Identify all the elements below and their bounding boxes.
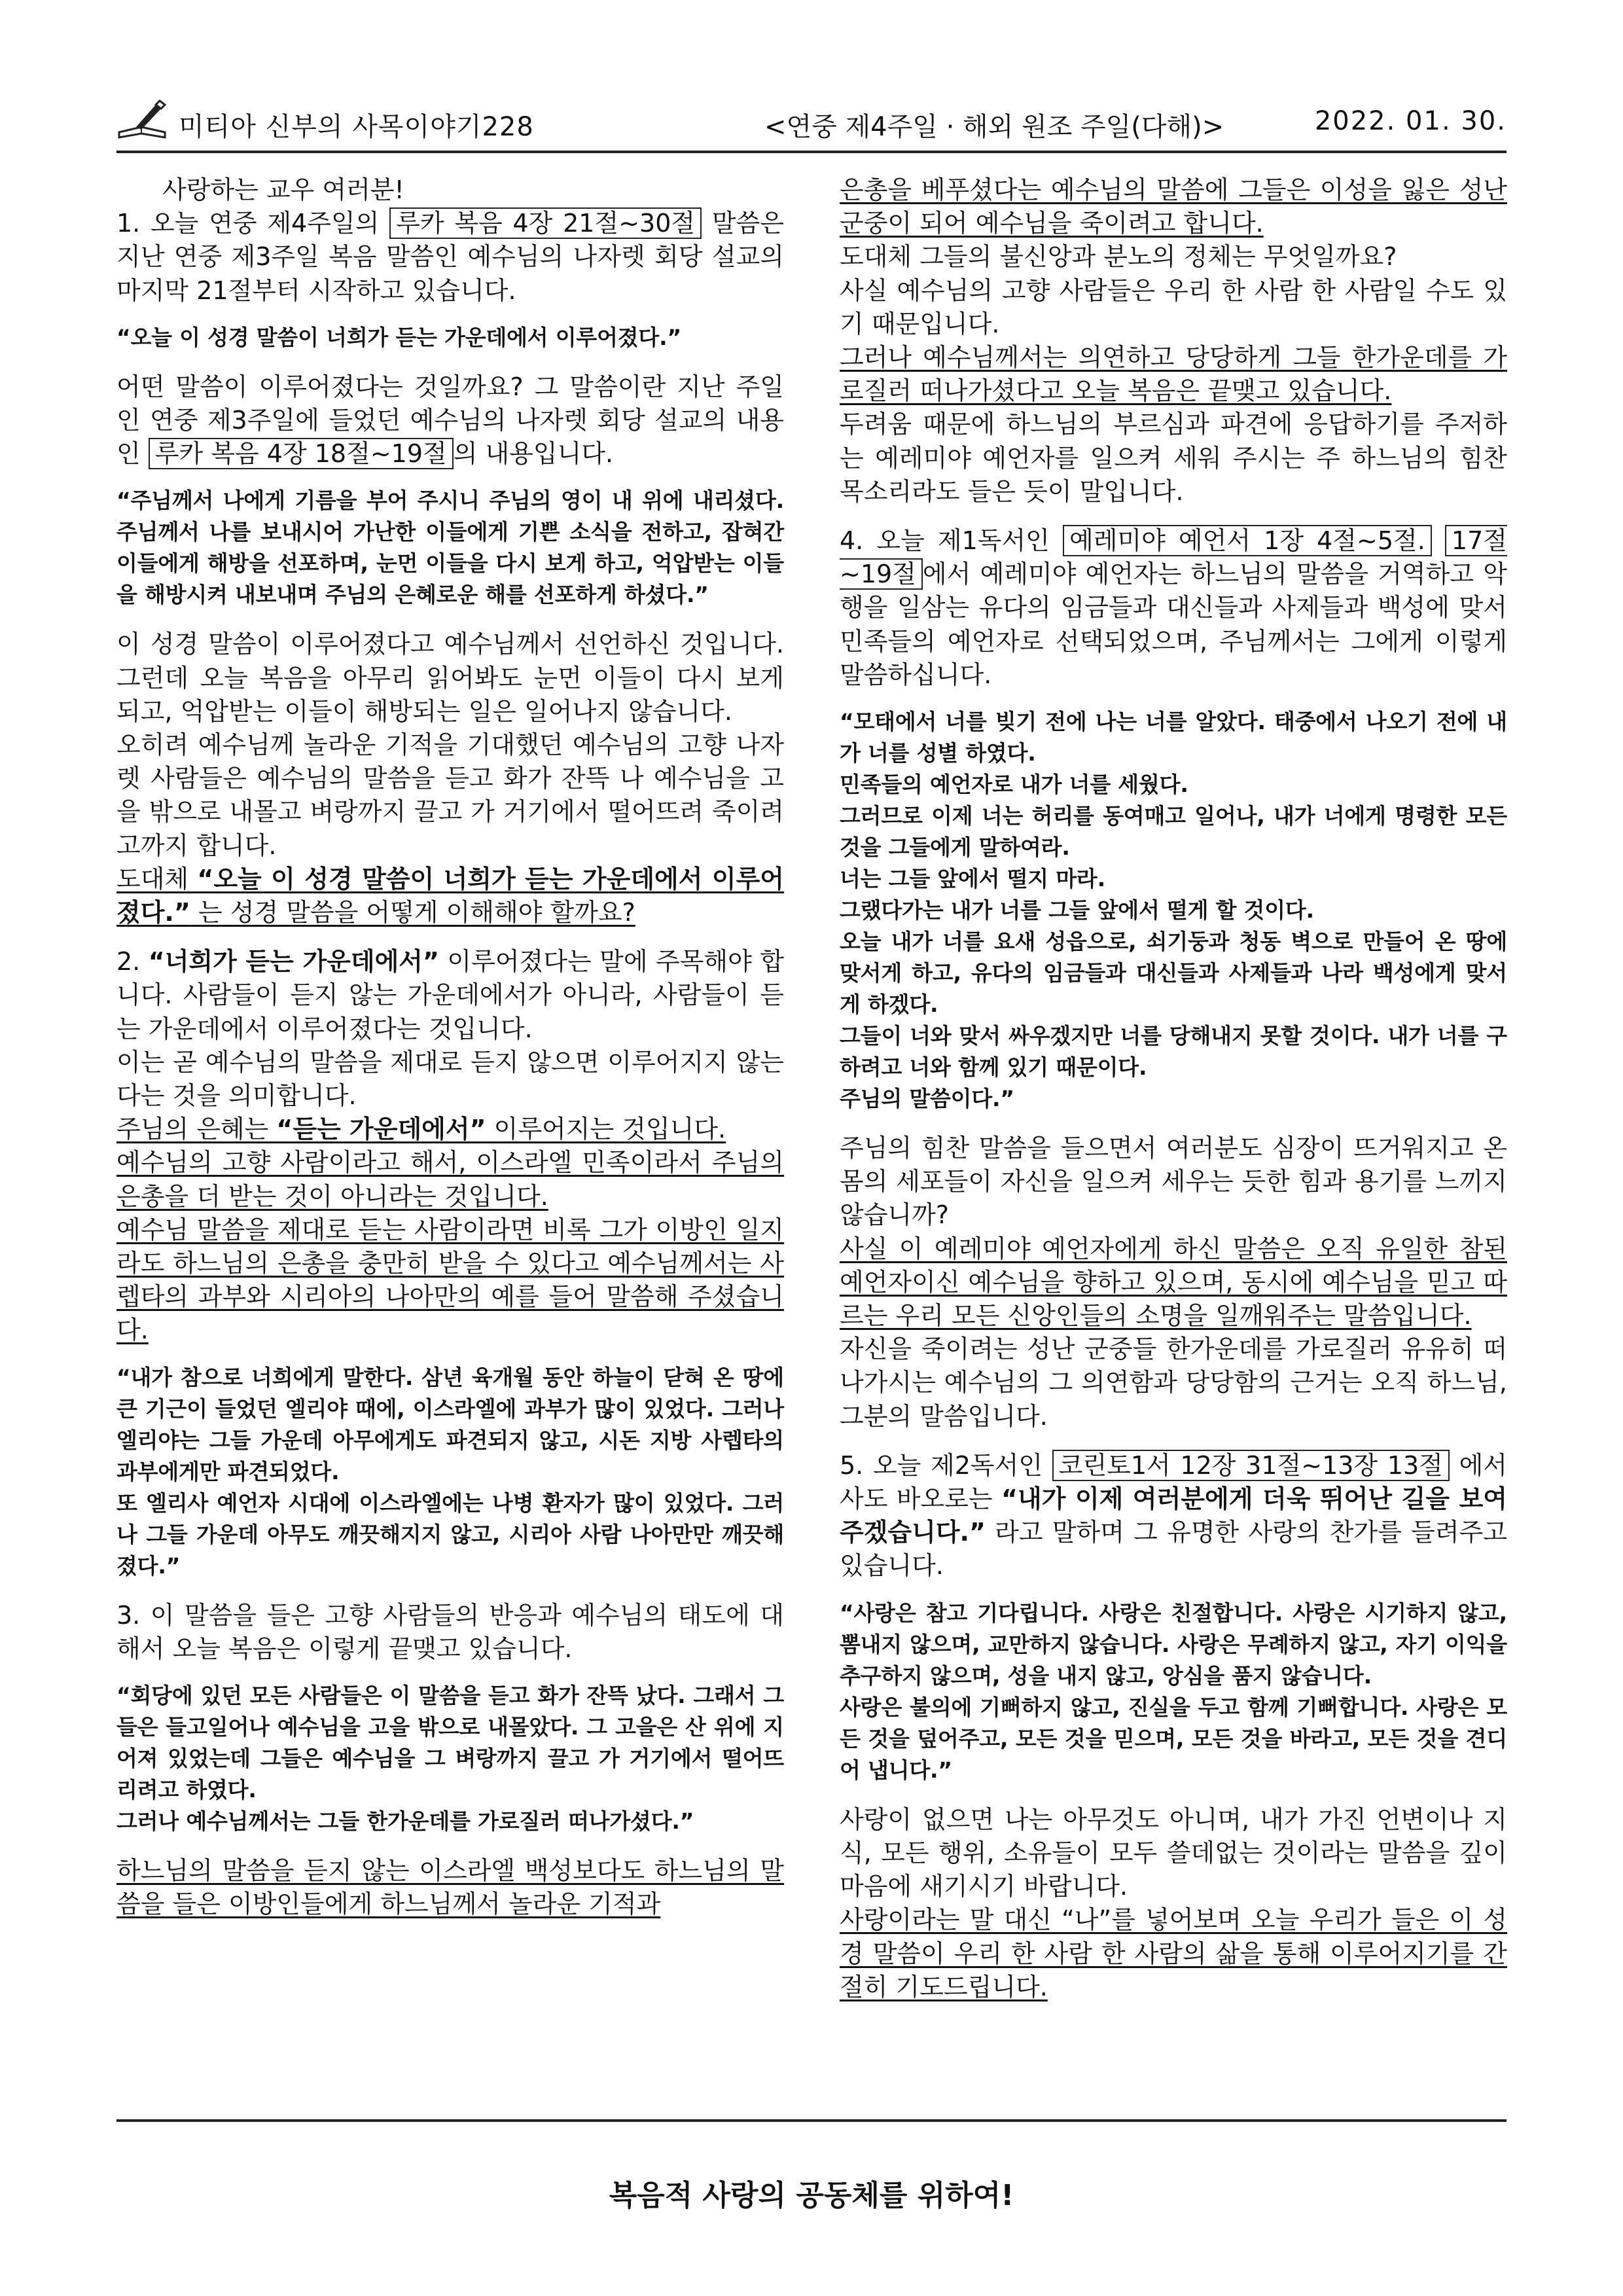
quote-line: “모태에서 너를 빚기 전에 나는 너를 알았다. 태중에서 나오기 전에 내가 너를 성별 하였다. [840, 709, 1507, 766]
text: 의 내용입니다. [453, 439, 614, 469]
text: 4. 오늘 제1독서인 [840, 526, 1063, 556]
scripture-reference: 루카 복음 4장 18절~19절 [149, 438, 454, 469]
text: 이루어지는 것입니다. [486, 1115, 726, 1144]
scripture-quote [116, 1680, 784, 1837]
paragraph: 하느님의 말씀을 듣지 않는 이스라엘 백성보다도 하느님의 말씀을 들은 이방인들에게 하느님께서 놀라운 기적과 [116, 1856, 784, 1919]
quote-line: “내가 참으로 너희에게 말한다. 삼년 육개월 동안 하늘이 닫혀 온 땅에 큰 기근이 들었던 엘리야 때에, 이스라엘에 과부가 많이 있었다. 그러나 엘리야는 그들 가운데 아무에게도 파견되지 않고, 시돈 지방 사렙타의 과부에게만 파견되었다. [116, 1364, 784, 1484]
paragraph: 예수님의 고향 사람이라고 해서, 이스라엘 민족이라서 주님의 은총을 더 받는 것이 아니라는 것입니다. [116, 1148, 784, 1211]
quote-text: “오늘 이 성경 말씀이 너희가 듣는 가운데에서 이루어졌다.” [116, 864, 784, 927]
greeting: 사랑하는 교우 여러분! [162, 175, 404, 204]
quote-line: 그랬다가는 내가 너를 그들 앞에서 떨게 할 것이다. [840, 897, 1314, 924]
page-header [116, 98, 1507, 153]
paragraph: 은총을 베푸셨다는 예수님의 말씀에 그들은 이성을 잃은 성난 군중이 되어 예수님을 죽이려고 합니다. [840, 175, 1507, 238]
liturgical-day: <연중 제4주일 · 해외 원조 주일(다해)> [764, 112, 1224, 142]
paragraph [116, 207, 784, 308]
paragraph [116, 370, 784, 471]
text: 주님의 은혜는 [116, 1115, 277, 1144]
paragraph: 도대체 그들의 불신앙과 분노의 정체는 무엇일까요? [840, 242, 1397, 272]
footer-motto: 복음적 사랑의 공동체를 위하여! [609, 2179, 1014, 2212]
scripture-quote: “주님께서 나에게 기름을 부어 주시니 주님의 영이 내 위에 내리셨다. 주님께서 나를 보내시어 가난한 이들에게 기쁜 소식을 전하고, 잡혀간 이들에게 해방을 선포하며, 눈먼 이들을 다시 보게 하고, 억압받는 이들을 해방시켜 내보내며 주님의 은혜로운 해를 선포하게 하셨다.” [116, 488, 784, 608]
quote-text: “내가 이제 여러분에게 더욱 뛰어난 길을 보여 주겠습니다.” [840, 1484, 1507, 1547]
scripture-reference: 루카 복음 4장 21절~30절 [389, 207, 702, 239]
text: 1. 오늘 연중 제4주일의 [116, 209, 390, 238]
scripture-reference: 코린토1서 12장 31절~13장 13절 [1052, 1450, 1450, 1481]
text: 에서 예레미야 예언자는 하느님의 말씀을 거역하고 악행을 일삼는 유다의 임금들과 대신들과 사제들과 백성에 맞서 민족들의 예언자로 선택되었으며, 주님께서는 그에게 이렇게 말씀하십니다. [840, 560, 1507, 689]
text: 도대체 [116, 864, 198, 893]
paragraph: 사실 이 예레미야 예언자에게 하신 말씀은 오직 유일한 참된 예언자이신 예수님을 향하고 있으며, 동시에 예수님을 믿고 따르는 우리 모든 신앙인들의 소명을 일깨워주는 말씀입니다. [840, 1234, 1507, 1331]
paragraph [116, 945, 784, 1046]
paragraph: 사랑이 없으면 나는 아무것도 아니며, 내가 가진 언변이나 지식, 모든 행위, 소유들이 모두 쓸데없는 것이라는 말씀을 깊이 마음에 새기시기 바랍니다. [840, 1804, 1507, 1901]
text: 에서 사도 바오로는 [840, 1450, 1507, 1514]
pen-book-icon [116, 98, 169, 144]
quote-line: “사랑은 참고 기다립니다. 사랑은 친절합니다. 사랑은 시기하지 않고, 뽐내지 않으며, 교만하지 않습니다. 사랑은 무례하지 않고, 자기 이익을 추구하지 않으며, 성을 내지 않고, 앙심을 품지 않습니다. [840, 1600, 1507, 1689]
paragraph: 사실 예수님의 고향 사람들은 우리 한 사람 한 사람일 수도 있기 때문입니다. [840, 276, 1507, 338]
paragraph [116, 863, 784, 929]
text: 5. 오늘 제2독서인 [840, 1450, 1052, 1480]
quote-line: “회당에 있던 모든 사람들은 이 말씀을 듣고 화가 잔뜩 났다. 그래서 그들은 들고일어나 예수님을 고을 밖으로 내몰았다. 그 고을은 산 위에 지어져 있었는데 그들은 예수님을 그 벼랑까지 끌고 가 거기에서 떨어뜨리려고 하였다. [116, 1683, 784, 1803]
scripture-quote [840, 706, 1507, 1115]
paragraph: 두려움 때문에 하느님의 부르심과 파견에 응답하기를 주저하는 예레미야 예언자를 일으켜 세워 주시는 주 하느님의 힘찬 목소리라도 들은 듯이 말입니다. [840, 410, 1507, 506]
quote-line: 민족들의 예언자로 내가 너를 세웠다. [840, 772, 1188, 798]
text: 는 성경 말씀을 어떻게 이해해야 할까요? [190, 898, 635, 927]
quote-line: 너는 그들 앞에서 떨지 마라. [840, 866, 1105, 892]
paragraph: 사랑이라는 말 대신 “나”를 넣어보며 오늘 우리가 들은 이 성경 말씀이 우리 한 사람 한 사람의 삶을 통해 이루어지기를 간절히 기도드립니다. [840, 1905, 1507, 2001]
quote-line: 주님의 말씀이다.” [840, 1086, 1014, 1112]
text: 말씀은 지난 연중 제3주일 복음 말씀인 예수님의 나자렛 회당 설교의 마지막 21절부터 시작하고 있습니다. [116, 209, 784, 305]
paragraph [840, 1449, 1507, 1583]
paragraph: 주님의 힘찬 말씀을 들으면서 여러분도 심장이 뜨거워지고 온몸의 세포들이 자신을 일으켜 세우는 듯한 힘과 용기를 느끼지 않습니까? [840, 1134, 1507, 1230]
quote-text: “너희가 듣는 가운데에서” [148, 947, 439, 977]
scripture-quote [840, 1598, 1507, 1786]
newsletter-title: 미티아 신부의 사목이야기228 [179, 112, 534, 142]
text: 이루어졌다는 말에 주목해야 합니다. 사람들이 듣지 않는 가운데에서가 아니라, 사람들이 듣는 가운데에서 이루어졌다는 것입니다. [116, 947, 784, 1043]
text: 어떤 말씀이 이루어졌다는 것일까요? 그 말씀이란 지난 주일인 연중 제3주일에 들었던 예수님의 나자렛 회당 설교의 내용인 [116, 372, 784, 469]
paragraph [116, 1113, 784, 1146]
paragraph: 이는 곧 예수님의 말씀을 제대로 듣지 않으면 이루어지지 않는다는 것을 의미합니다. [116, 1047, 784, 1111]
issue-date: 2022. 01. 30. [1314, 106, 1507, 136]
quote-line: 사랑은 불의에 기뻐하지 않고, 진실을 두고 함께 기뻐합니다. 사랑은 모든 것을 덮어주고, 모든 것을 믿으며, 모든 것을 바라고, 모든 것을 견디어 냅니다.” [840, 1694, 1507, 1783]
quote-line: 또 엘리사 예언자 시대에 이스라엘에는 나병 환자가 많이 있었다. 그러나 그들 가운데 아무도 깨끗해지지 않고, 시리아 사람 나아만만 깨끗해졌다.” [116, 1490, 784, 1579]
quote-text: “듣는 가운데에서” [276, 1115, 486, 1144]
scripture-reference: 17절~19절 [840, 526, 1507, 589]
quote-line: 오늘 내가 너를 요새 성읍으로, 쇠기둥과 청동 벽으로 만들어 온 땅에 맞서게 하고, 유다의 임금들과 대신들과 사제들과 나라 백성에게 맞서게 하겠다. [840, 929, 1507, 1018]
article-body [116, 173, 1507, 2108]
paragraph: 이 성경 말씀이 이루어졌다고 예수님께서 선언하신 것입니다. 그런데 오늘 복음을 아무리 읽어봐도 눈먼 이들이 다시 보게 되고, 억압받는 이들이 해방되는 일은 일어나지 않습니다. [116, 630, 784, 726]
text: 2. [116, 947, 149, 977]
paragraph [840, 524, 1507, 692]
scripture-reference: 예레미야 예언서 1장 4절~5절. [1063, 525, 1432, 556]
paragraph: 오히려 예수님께 놀라운 기적을 기대했던 예수님의 고향 나자렛 사람들은 예수님의 말씀을 듣고 화가 잔뜩 나 예수님을 고을 밖으로 내몰고 벼랑까지 끌고 가 거기에서 떨어뜨려 죽이려고까지 합니다. [116, 730, 784, 860]
footer-divider [116, 2119, 1507, 2122]
scripture-quote: “오늘 이 성경 말씀이 너희가 듣는 가운데에서 이루어졌다.” [116, 324, 681, 350]
paragraph: 예수님 말씀을 제대로 듣는 사람이라면 비록 그가 이방인 일지라도 하느님의 은총을 충만히 받을 수 있다고 예수님께서는 사렙타의 과부와 시리아의 나아만의 예를 들어 말씀해 주셨습니다. [116, 1215, 784, 1345]
right-column [840, 173, 1507, 2004]
quote-line: 그러므로 이제 너는 허리를 동여매고 일어나, 내가 너에게 명령한 모든 것을 그들에게 말하여라. [840, 803, 1507, 861]
scripture-quote [116, 1362, 784, 1582]
text: 라고 말하며 그 유명한 사랑의 찬가를 들려주고 있습니다. [840, 1518, 1507, 1581]
paragraph: 자신을 죽이려는 성난 군중들 한가운데를 가로질러 유유히 떠나가시는 예수님의 그 의연함과 당당함의 근거는 오직 하느님, 그분의 말씀입니다. [840, 1335, 1507, 1431]
left-column [116, 173, 784, 1936]
quote-line: 그들이 너와 맞서 싸우겠지만 너를 당해내지 못할 것이다. 내가 너를 구하려고 너와 함께 있기 때문이다. [840, 1023, 1507, 1081]
paragraph: 그러나 예수님께서는 의연하고 당당하게 그들 한가운데를 가로질러 떠나가셨다고 오늘 복음은 끝맺고 있습니다. [840, 343, 1507, 406]
quote-line: 그러나 예수님께서는 그들 한가운데를 가로질러 떠나가셨다.” [116, 1808, 694, 1835]
paragraph: 3. 이 말씀을 들은 고향 사람들의 반응과 예수님의 태도에 대해서 오늘 복음은 이렇게 끝맺고 있습니다. [116, 1600, 784, 1663]
